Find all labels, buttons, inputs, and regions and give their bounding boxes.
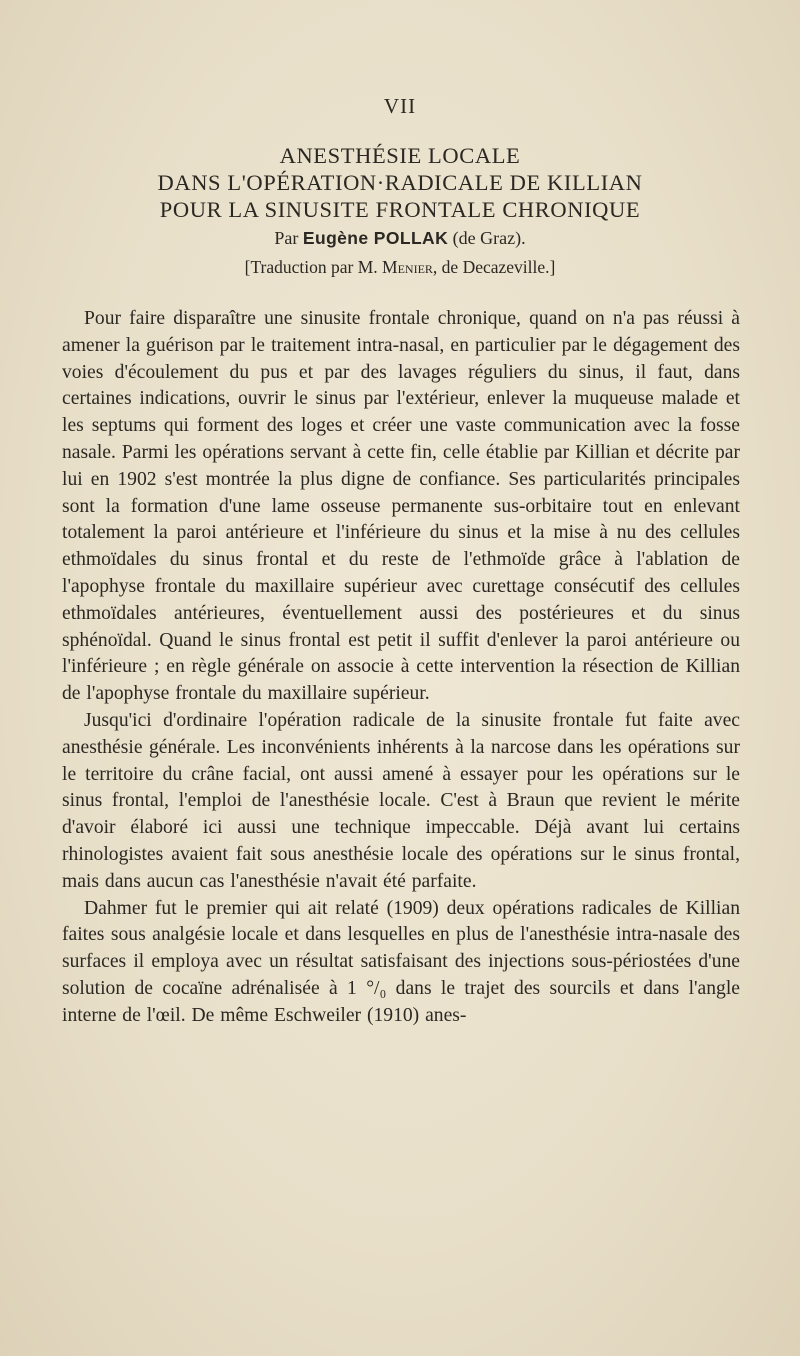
translation-open: [Traduction par M. — [244, 257, 383, 277]
author-affiliation: (de Graz). — [448, 228, 526, 248]
paragraph-1: Pour faire disparaître une sinusite frontale chronique, quand on n'a pas réussi à amener la guérison par le traitement intra-nasal, en particulier par le dégagement des voies d'écoulement du pus et par des lavages réguliers du sinus, il faut, dans certaines indications, ouvrir le sinus par l'extérieur, enlever la muqueuse malade et les septums qui forment des loges et créer une vaste communication avec la fosse nasale. Parmi les opérations servant à cette fin, celle établie par Killian et décrite par lui en 1902 s'est montrée la plus digne de confiance. Ses particularités principales sont la formation d'une lame osseuse permanente sus-orbitaire tout en enlevant totalement la paroi antérieure et l'inférieure du sinus et la mise à nu des cellules ethmoïdales du sinus frontal et du reste de l'ethmoïde grâce à l'ablation de l'apophyse frontale du maxillaire supérieur avec curettage consécutif des cellules ethmoïdales antérieures, éventuellement aussi des postérieures et du sinus sphénoïdal. Quand le sinus frontal est petit il suffit d'enlever la paroi antérieure ou l'inférieure ; en règle générale on associe à cette intervention la résection de Killian de l'apophyse frontale du maxillaire supérieur. — [62, 308, 740, 705]
translation-close: , de Decazeville.] — [432, 257, 556, 277]
title-line-2: DANS L'OPÉRATION·RADICALE DE KILLIAN — [157, 170, 643, 195]
translator-name: Menier — [382, 257, 433, 277]
title-line-1: ANESTHÉSIE LOCALE — [279, 143, 521, 168]
author-line — [0, 228, 800, 249]
article-body — [62, 306, 740, 1030]
translation-credit — [0, 257, 800, 278]
chapter-number: VII — [383, 94, 417, 118]
paragraph-2: Jusqu'ici d'ordinaire l'opération radicale de la sinusite frontale fut faite avec anesthésie générale. Les inconvénients inhérents à la narcose dans les opérations sur le territoire du crâne facial, ont aussi amené à essayer pour les opérations sur le sinus frontal, l'emploi de l'anesthésie locale. C'est à Braun que revient le mérite d'avoir élaboré ici aussi une technique impeccable. Déjà avant lui certains rhinologistes avaient fait sous anesthésie locale des opérations sur le sinus frontal, mais dans aucun cas l'anesthésie n'avait été parfaite. — [62, 709, 740, 892]
paragraph-3: Dahmer fut le premier qui ait relaté (1909) deux opérations radicales de Killian faites sous analgésie locale et dans lesquelles en plus de l'anesthésie intra-nasale des surfaces il employa avec un résultat satisfaisant des injections sous-périostées d'une solution de cocaïne adrénalisée à 1 °/₀ dans le trajet des sourcils et dans l'angle interne de l'œil. De même Eschweiler (1910) anes- — [62, 897, 740, 1026]
author-prefix: Par — [274, 228, 303, 248]
title-line-3: POUR LA SINUSITE FRONTALE CHRONIQUE — [159, 197, 641, 222]
author-name: Eugène POLLAK — [302, 228, 449, 248]
